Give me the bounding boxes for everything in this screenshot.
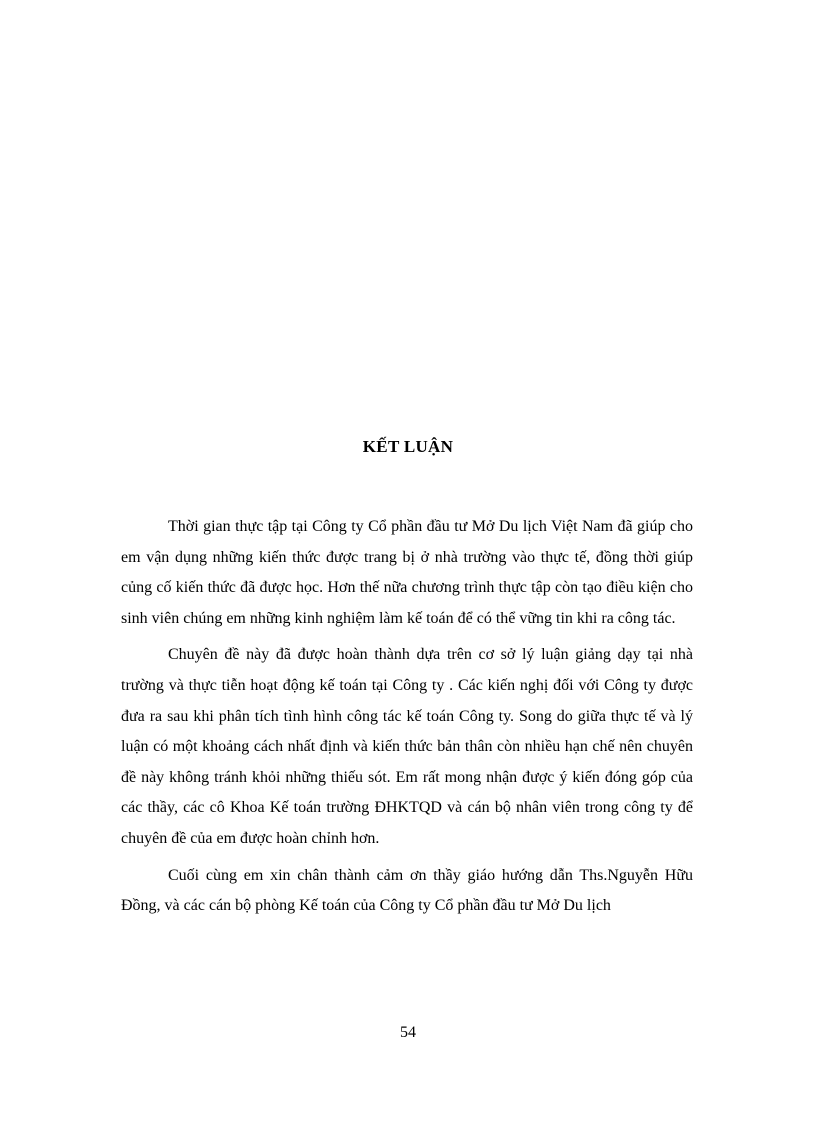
page-title: KẾT LUẬN — [362, 437, 454, 456]
conclusion-body — [121, 512, 693, 922]
page-number: 54 — [400, 1024, 416, 1041]
paragraph-internship: Thời gian thực tập tại Công ty Cổ phần đầu tư Mở Du lịch Việt Nam đã giúp cho em vận dụng những kiến thức được trang bị ở nhà trường vào thực tế, đồng thời giúp củng cố kiến thức đã được học. Hơn thế nữa chương trình thực tập còn tạo điều kiện cho sinh viên chúng em những kinh nghiệm làm kế toán để có thể vững tin khi ra công tác. — [121, 518, 693, 627]
paragraph-acknowledgement: Cuối cùng em xin chân thành cảm ơn thầy giáo hướng dẫn Ths.Nguyễn Hữu Đồng, và các cán bộ phòng Kế toán của Công ty Cổ phần đầu tư Mở Du lịch — [121, 866, 693, 915]
paragraph-thesis-completion: Chuyên đề này đã được hoàn thành dựa trên cơ sở lý luận giảng dạy tại nhà trường và thực tiễn hoạt động kế toán tại Công ty . Các kiến nghị đối với Công ty được đưa ra sau khi phân tích tình hình công tác kế toán Công ty. Song do giữa thực tế và lý luận có một khoảng cách nhất định và kiến thức bản thân còn nhiều hạn chế nên chuyên đề này không tránh khỏi những thiếu sót. Em rất mong nhận được ý kiến đóng góp của các thầy, các cô Khoa Kế toán trường ĐHKTQD và cán bộ nhân viên trong công ty để chuyên đề của em được hoàn chỉnh hơn. — [121, 646, 693, 847]
